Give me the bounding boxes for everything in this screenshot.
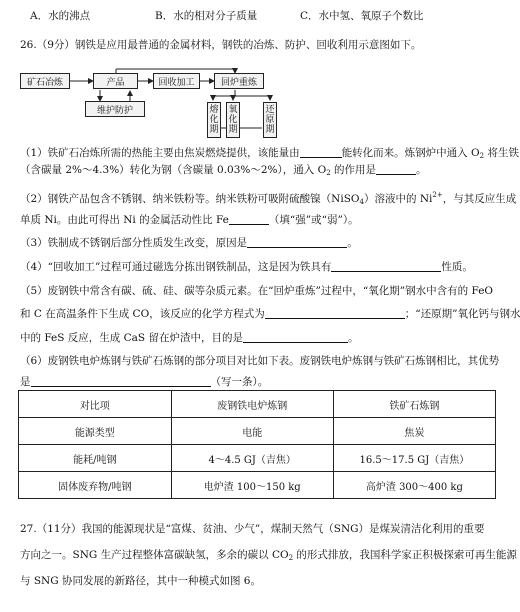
q26-part5-line1: （5）废钢铁中常含有碳、硫、硅、碳等杂质元素。在“回炉重炼”过程中，“氧化期”钢水中含有的 FeO: [20, 285, 494, 297]
box-maintenance: 维护防护: [85, 101, 145, 117]
option-c: C．水中氢、氧原子个数比: [300, 10, 424, 22]
table-header-cell: 废钢铁电炉炼钢: [171, 391, 333, 418]
answer-blank-5a[interactable]: [265, 307, 405, 319]
table-header-row: [19, 391, 496, 418]
q27-line3: 与 SNG 协同发展的新路径，其中一种模式如图 6。: [20, 575, 261, 587]
table-cell: 4～4.5 GJ（吉焦）: [171, 445, 333, 472]
q27-line2: 方向之一。SNG 生产过程整体富碳缺氢，多余的碳以 $CO_2$ 的形式排放，我国科学家正积极探索可再生能源: [20, 549, 517, 562]
q26-part6-line2: 是 （写一条）。: [20, 376, 269, 388]
table-row: [19, 418, 496, 445]
q26-part3: （3）铁制成不锈钢后部分性质发生改变，原因是 。: [20, 237, 358, 249]
answer-blank-2[interactable]: [229, 213, 269, 225]
q26-part5-line3: 中的 FeS 反应，生成 CaS 留在炉渣中，目的是 。: [20, 332, 359, 344]
q27-line1: 27.（11分）我国的能源现状是“富煤、贫油、少气”，煤制天然气（SNG）是煤炭清洁化利用的重要: [20, 523, 485, 535]
box-ore-smelting: 矿石冶炼: [20, 73, 70, 89]
q26-part2-line2: 单质 Ni。由此可得出 Ni 的金属活动性比 Fe （填“强”或“弱”）。: [20, 214, 359, 226]
flow-diagram: [20, 66, 320, 138]
answer-blank-5b[interactable]: [243, 331, 348, 343]
table-cell: 能耗/吨钢: [19, 445, 172, 472]
q26-part1-line2: （含碳量 2%～4.3%）转化为钢（含碳量 0.03%～2%），通入 $O_2$ 的作用是 。: [20, 164, 427, 177]
table-cell: 16.5～17.5 GJ（吉焦）: [333, 445, 495, 472]
q26-intro: 26.（9分）钢铁是应用最普通的金属材料，钢铁的冶炼、防护、回收利用示意图如下。: [20, 39, 422, 51]
box-recycle: 回收加工: [153, 73, 200, 89]
q26-part6-line1: （6）废钢铁电炉炼钢与铁矿石炼钢的部分项目对比如下表。废钢铁电炉炼钢与铁矿石炼钢相比，其优势: [20, 355, 500, 367]
table-header-cell: 铁矿石炼钢: [333, 391, 495, 418]
q26-part4: （4）“回收加工”过程可通过磁选分拣出钢铁制品，这是因为铁具有 性质。: [20, 261, 473, 273]
answer-blank-6[interactable]: [31, 375, 211, 387]
box-oxidation-phase: 氧化期: [226, 102, 240, 138]
box-reduction-phase: 还原期: [263, 102, 277, 138]
comparison-table: [18, 390, 496, 499]
table-cell: 能源类型: [19, 418, 172, 445]
answer-blank-3[interactable]: [247, 236, 347, 248]
box-product: 产品: [93, 73, 138, 89]
answer-blank-1a[interactable]: [300, 146, 342, 158]
table-row: [19, 445, 496, 472]
q26-part2-line1: （2）钢铁产品包含不锈钢、纳米铁粉等。纳米铁粉可吸附硫酸镍（NiSO$_4$）溶液中的 $Ni^{2+}$，与其反应生成: [20, 191, 517, 206]
q26-part1-line1: （1）铁矿石冶炼所需的热能主要由焦炭燃烧提供，该能量由 能转化而来。炼钢炉中通入 $O_2$ 将生铁: [20, 147, 519, 160]
option-a: A．水的沸点: [30, 10, 91, 22]
box-melting-phase: 熔化期: [207, 102, 221, 138]
box-remelt: 回炉重炼: [214, 73, 264, 89]
table-cell: 焦炭: [333, 418, 495, 445]
q26-part5-line2: 和 C 在高温条件下生成 CO，该反应的化学方程式为 ；“还原期”氧化钙与钢水: [20, 308, 520, 320]
answer-blank-1b[interactable]: [376, 163, 416, 175]
table-cell: 固体废弃物/吨钢: [19, 472, 172, 499]
answer-blank-4[interactable]: [331, 260, 441, 272]
table-cell: 高炉渣 300～400 kg: [333, 472, 495, 499]
option-b: B．水的相对分子质量: [155, 10, 258, 22]
table-header-cell: 对比项: [19, 391, 172, 418]
table-cell: 电能: [171, 418, 333, 445]
table-cell: 电炉渣 100～150 kg: [171, 472, 333, 499]
table-row: [19, 472, 496, 499]
